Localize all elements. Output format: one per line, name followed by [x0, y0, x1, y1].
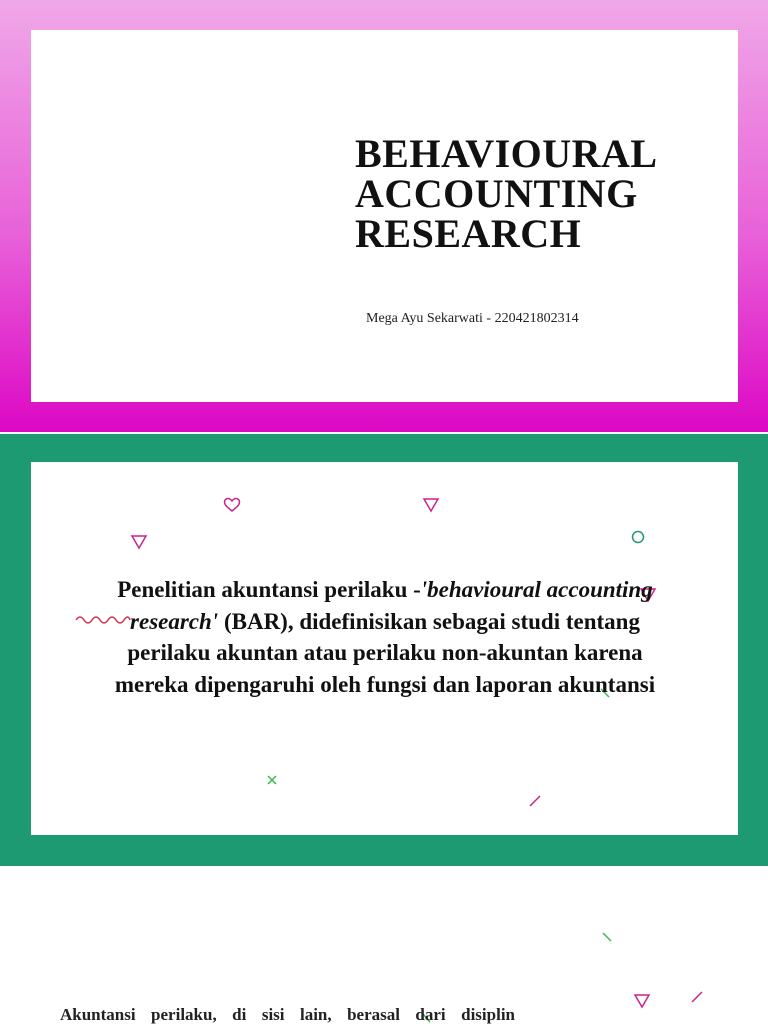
triangle-icon — [633, 993, 651, 1009]
origin-slide — [0, 866, 768, 1024]
triangle-icon — [422, 497, 440, 513]
presentation-title — [355, 131, 658, 256]
definition-paragraph — [100, 574, 670, 700]
definition-slide — [0, 434, 768, 866]
title-slide — [0, 0, 768, 432]
origin-paragraph: Akuntansi perilaku, di sisi lain, berasal dari disiplin — [60, 1005, 515, 1024]
definition-text-italic: 'behavioural accounting research' — [130, 577, 653, 634]
author-name: Mega Ayu Sekarwati - 220421802314 — [366, 311, 579, 326]
cross-icon — [265, 773, 279, 787]
title-line-3: RESEARCH — [355, 211, 582, 256]
dash-icon — [690, 990, 704, 1004]
triangle-icon — [130, 534, 148, 550]
dash-icon — [528, 794, 542, 808]
definition-text-end: (BAR), didefinisikan sebagai studi tentang perilaku akuntan atau perilaku non-akuntan karena mereka dipengaruhi oleh fungsi dan laporan akuntansi — [114, 608, 656, 697]
dash-icon — [600, 930, 614, 944]
definition-text-start: Penelitian akuntansi perilaku - — [117, 577, 421, 602]
heart-icon — [223, 497, 241, 513]
title-line-2: ACCOUNTING — [355, 171, 638, 216]
title-line-1: BEHAVIOURAL — [355, 131, 658, 176]
circle-icon — [630, 529, 646, 545]
